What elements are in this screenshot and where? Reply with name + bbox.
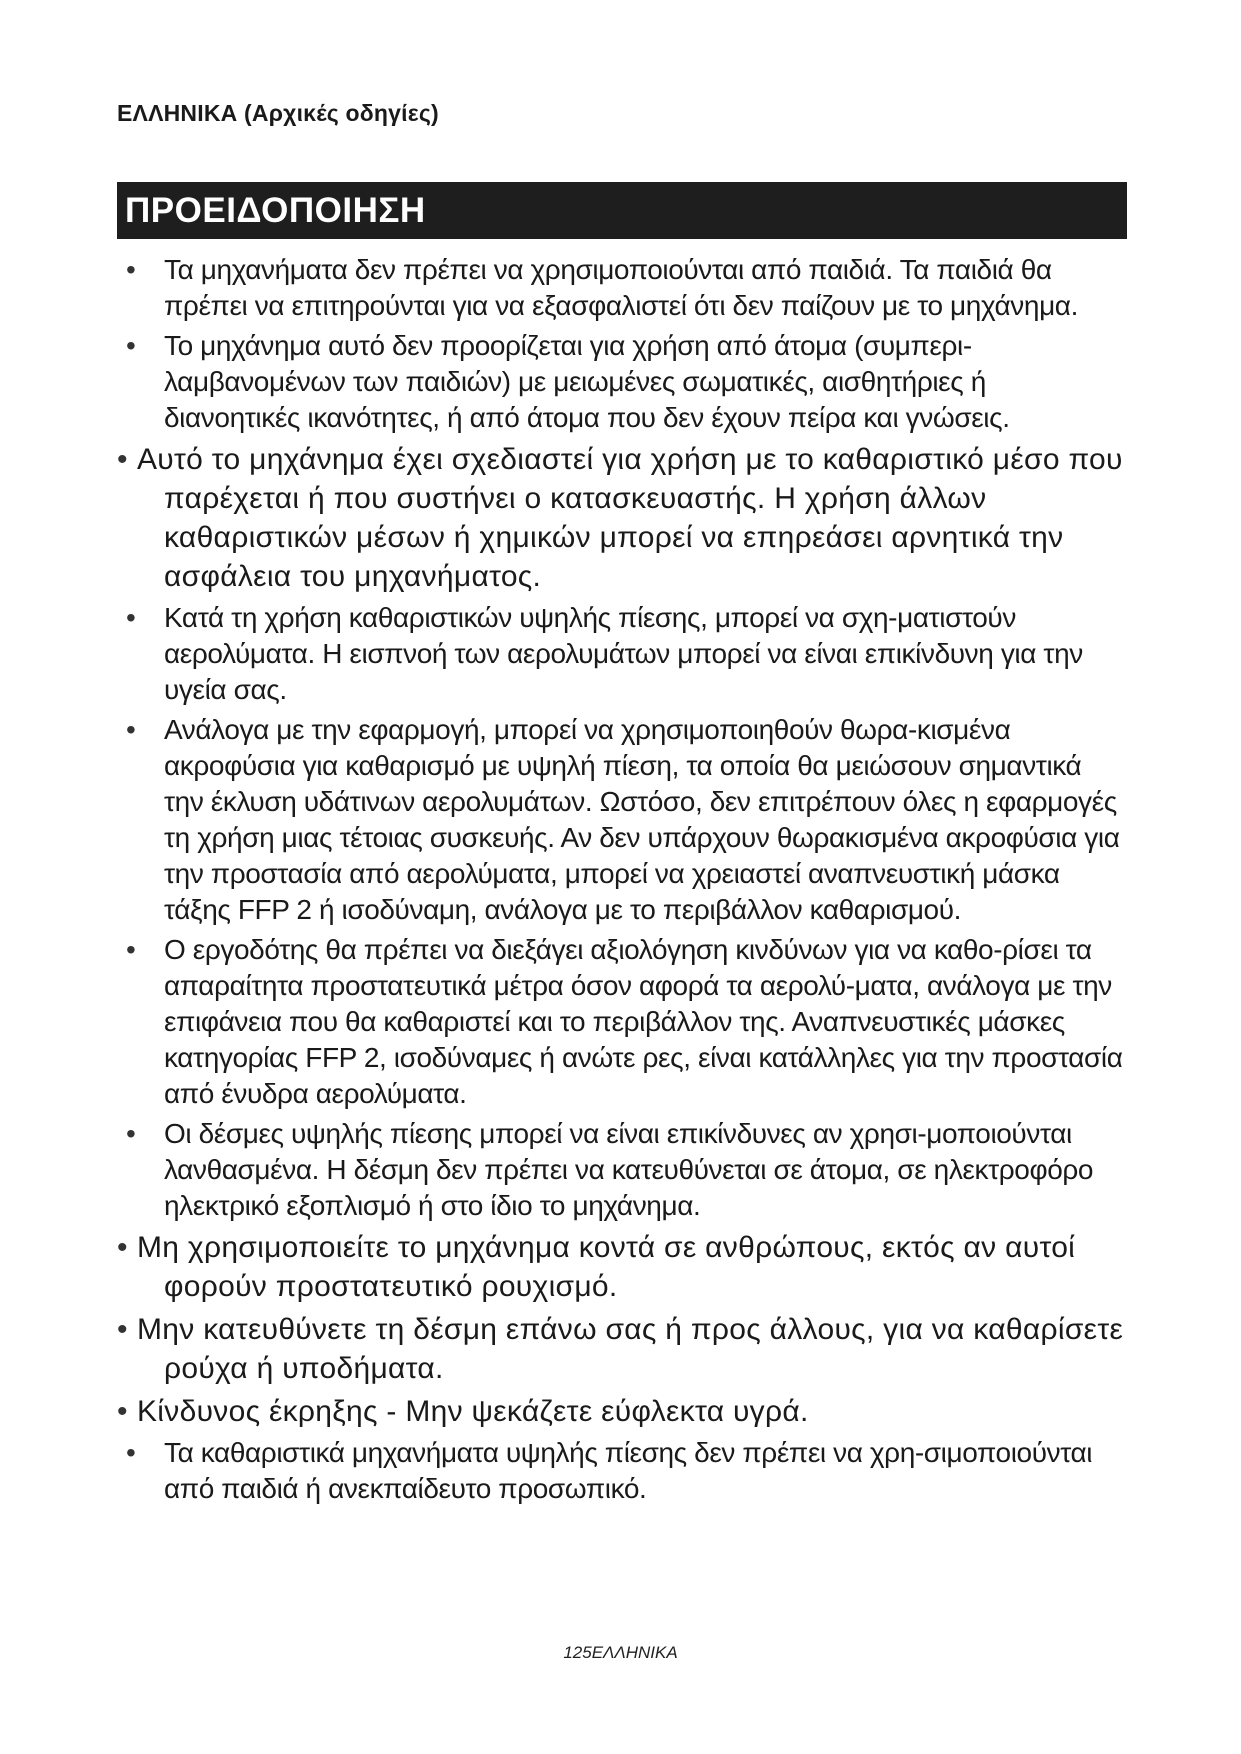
list-item-text: Το μηχάνημα αυτό δεν προορίζεται για χρήση από άτομα (συμπερι-λαμβανομένων των παιδιών) με μειωμένες σωματικές, αισθητήριες ή διανοητικές ικανότητες, ή από άτομα που δεν έχουν πείρα και γνώσεις. (164, 330, 1010, 433)
page-header: ΕΛΛΗΝΙΚΑ (Αρχικές οδηγίες) (117, 100, 439, 126)
bullet-icon: • (126, 1437, 136, 1468)
bullet-icon: • (117, 1395, 128, 1428)
list-item-text: Οι δέσμες υψηλής πίεσης μπορεί να είναι επικίνδυνες αν χρησι-μοποιούνται λανθασμένα. Η δέσμη δεν πρέπει να κατευθύνεται σε άτομα, σε ηλεκτροφόρο ηλεκτρικό εξοπλισμό ή στο ίδιο το μηχάνημα. (164, 1118, 1094, 1221)
list-item-text: Κίνδυνος έκρηξης - Μην ψεκάζετε εύφλεκτα υγρά. (137, 1395, 809, 1428)
list-item-text: Κατά τη χρήση καθαριστικών υψηλής πίεσης, μπορεί να σχη-ματιστούν αερολύματα. Η εισπνοή των αερολυμάτων μπορεί να είναι επικίνδυνη για την υγεία σας. (164, 602, 1083, 705)
list-item (117, 932, 1127, 1112)
list-item-text: Τα καθαριστικά μηχανήματα υψηλής πίεσης δεν πρέπει να χρη-σιμοποιούνται από παιδιά ή ανεκπαίδευτο προσωπικό. (164, 1437, 1093, 1504)
list-item-text: Μη χρησιμοποιείτε το μηχάνημα κοντά σε ανθρώπους, εκτός αν αυτοί φορούν προστατευτικό ρουχισμό. (137, 1231, 1076, 1303)
warning-list (117, 252, 1127, 1511)
list-item (117, 600, 1127, 708)
bullet-icon: • (126, 714, 136, 745)
list-item (117, 712, 1127, 928)
list-item (117, 440, 1127, 596)
list-item (117, 1435, 1127, 1507)
list-item-text: Μην κατευθύνετε τη δέσμη επάνω σας ή προς άλλους, για να καθαρίσετε ρούχα ή υποδήματα. (137, 1313, 1124, 1385)
list-item (117, 252, 1127, 324)
page-footer: 125ΕΛΛΗΝΙΚΑ (563, 1643, 678, 1662)
list-item (117, 1392, 1127, 1431)
list-item (117, 1310, 1127, 1388)
list-item-text: Ο εργοδότης θα πρέπει να διεξάγει αξιολόγηση κινδύνων για να καθο-ρίσει τα απαραίτητα προστατευτικά μέτρα όσον αφορά τα αερολύ-ματα, ανάλογα με την επιφάνεια που θα καθαριστεί και το περιβάλλον της. Αναπνευστικές μάσκες κατηγορίας FFP 2, ισοδύναμες ή ανώτε ρες, είναι κατάλληλες για την προστασία από ένυδρα αερολύματα. (164, 934, 1123, 1109)
bullet-icon: • (117, 1231, 128, 1264)
bullet-icon: • (126, 602, 136, 633)
list-item-text: Τα μηχανήματα δεν πρέπει να χρησιμοποιούνται από παιδιά. Τα παιδιά θα πρέπει να επιτηρούνται για να εξασφαλιστεί ότι δεν παίζουν με το μηχάνημα. (164, 254, 1078, 321)
list-item (117, 1116, 1127, 1224)
bullet-icon: • (126, 330, 136, 361)
list-item-text: Ανάλογα με την εφαρμογή, μπορεί να χρησιμοποιηθούν θωρα-κισμένα ακροφύσια για καθαρισμό με υψηλή πίεση, τα οποία θα μειώσουν σημαντικά την έκλυση υδάτινων αερολυμάτων. Ωστόσο, δεν επιτρέπουν όλες η εφαρμογές τη χρήση μιας τέτοιας συσκευής. Αν δεν υπάρχουν θωρακισμένα ακροφύσια για την προστασία από αερολύματα, μπορεί να χρειαστεί αναπνευστική μάσκα τάξης FFP 2 ή ισοδύναμη, ανάλογα με το περιβάλλον καθαρισμού. (164, 714, 1120, 925)
list-item (117, 328, 1127, 436)
bullet-icon: • (126, 1118, 136, 1149)
bullet-icon: • (126, 254, 136, 285)
list-item (117, 1228, 1127, 1306)
warning-banner: ΠΡΟΕΙΔΟΠΟΙΗΣΗ (117, 182, 1127, 239)
list-item-text: Αυτό το μηχάνημα έχει σχεδιαστεί για χρήση με το καθαριστικό μέσο που παρέχεται ή που συστήνει ο κατασκευαστής. Η χρήση άλλων καθαριστικών μέσων ή χημικών μπορεί να επηρεάσει αρνητικά την ασφάλεια του μηχανήματος. (137, 443, 1123, 593)
bullet-icon: • (117, 443, 128, 476)
bullet-icon: • (126, 934, 136, 965)
bullet-icon: • (117, 1313, 128, 1346)
